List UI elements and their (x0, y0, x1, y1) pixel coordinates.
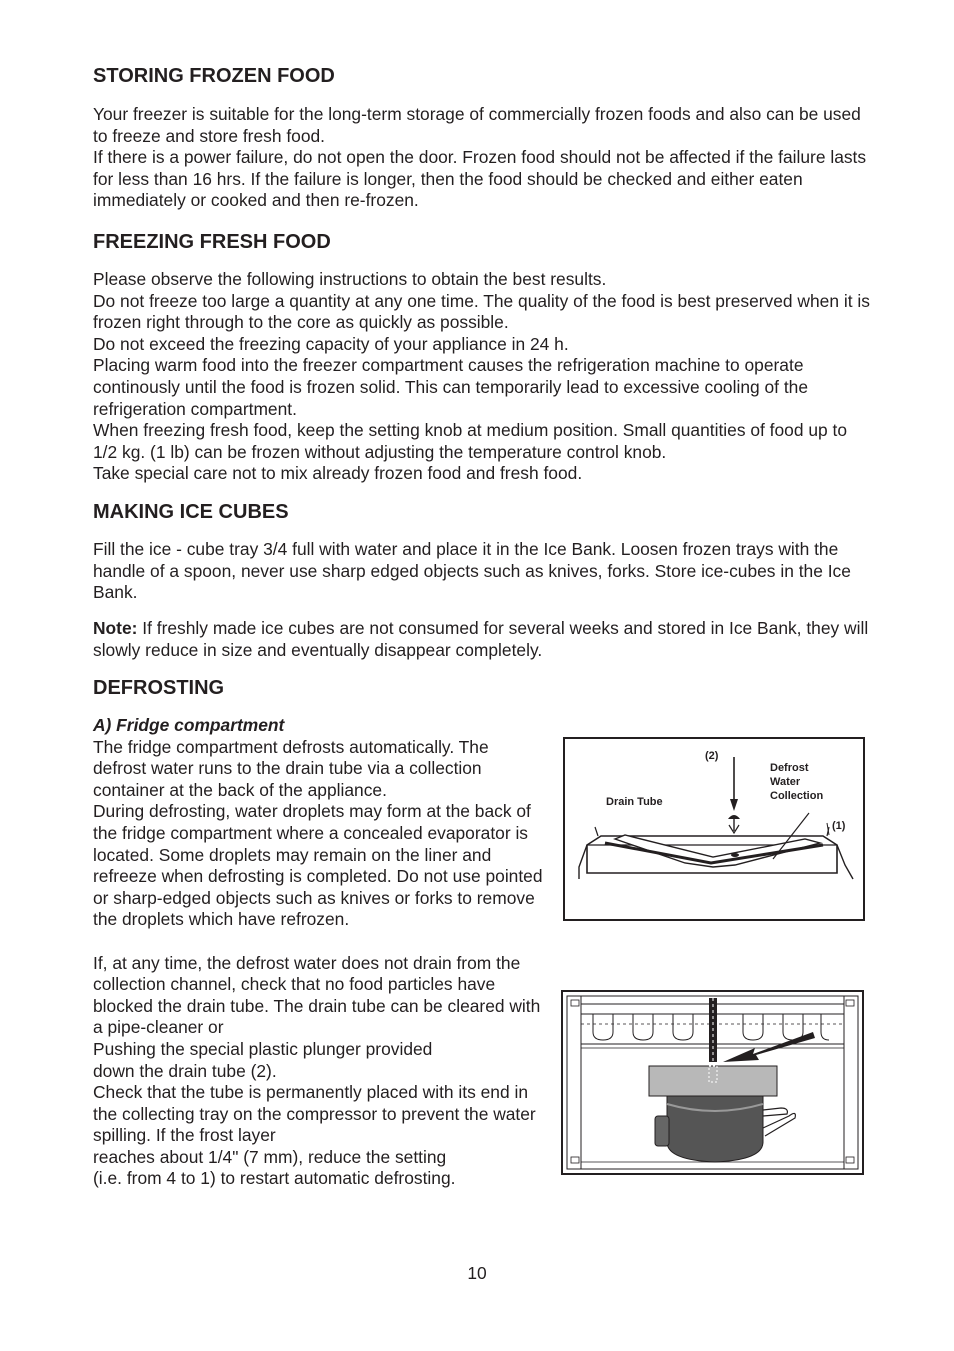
ice-body: Fill the ice - cube tray 3/4 full with water and place it in the Ice Bank. Loosen frozen trays with the handle of a spoon, never use sharp edged objects such as knives, forks. Store ice-cubes in the Ice Bank. (93, 539, 851, 603)
label-defrost-line2: Water (770, 776, 801, 788)
defrost-paragraph: The fridge compartment defrosts automatically. The defrost water runs to the drain tube via a collection container at the back of the appliance. (93, 736, 489, 800)
note-text: If freshly made ice cubes are not consumed for several weeks and stored in Ice Bank, they will slowly reduce in size and eventually disappear completely. (93, 618, 869, 660)
drain-tube-diagram (563, 737, 865, 921)
freezing-paragraph: When freezing fresh food, keep the setting knob at medium position. Small quantities of food up to 1/2 kg. (1 lb) can be frozen without adjusting the temperature control knob. (93, 420, 848, 462)
defrost-paragraph: reaches about 1/4" (7 mm), reduce the setting (93, 1146, 447, 1167)
heading-making-ice-cubes: MAKING ICE CUBES (93, 501, 289, 523)
compressor-diagram (561, 990, 864, 1175)
note-label: Note: (93, 618, 138, 638)
defrosting-column (93, 715, 543, 1190)
defrost-paragraph: During defrosting, water droplets may form at the back of the fridge compartment where a concealed evaporator is located. Some droplets may remain on the liner and refreeze when defrosting is completed. Do not use pointed or sharp-edged objects such as knives or forks to remove the droplets which have refrozen. (93, 801, 543, 930)
label-1: (1) (832, 820, 846, 832)
page-number: 10 (467, 1263, 487, 1283)
heading-storing-frozen-food: STORING FROZEN FOOD (93, 65, 335, 87)
heading-freezing-fresh-food: FREEZING FRESH FOOD (93, 231, 331, 253)
storing-paragraph: If there is a power failure, do not open the door. Frozen food should not be affected if the failure lasts for less than 16 hrs. If the failure is longer, then the food should be checked and either eaten immediately or cooked and then re-frozen. (93, 147, 867, 211)
storing-paragraph: Your freezer is suitable for the long-term storage of commercially frozen foods and also can be used to freeze and store fresh food. (93, 104, 861, 146)
freezing-paragraph: Placing warm food into the freezer compartment causes the refrigeration machine to operate continously until the food is frozen solid. This can temporarily lead to excessive cooling of the refrigeration compartment. (93, 355, 809, 419)
freezing-paragraph: Do not exceed the freezing capacity of your appliance in 24 h. (93, 333, 569, 354)
compressor-illustration (563, 992, 862, 1173)
ice-note (93, 618, 873, 661)
defrost-paragraph: Pushing the special plastic plunger provided (93, 1038, 433, 1059)
storing-body (93, 104, 873, 212)
defrost-paragraph: Check that the tube is permanently placed with its end in the collecting tray on the compressor to prevent the water spilling. If the frost layer (93, 1082, 536, 1146)
label-drain-tube: Drain Tube (606, 796, 663, 808)
freezing-paragraph: Take special care not to mix already frozen food and fresh food. (93, 463, 583, 484)
defrost-paragraph: If, at any time, the defrost water does not drain from the collection channel, check that no food particles have blocked the drain tube. The drain tube can be cleared with a pipe-cleaner or (93, 952, 541, 1038)
subheading-fridge-compartment: A) Fridge compartment (93, 715, 285, 735)
defrost-paragraph: (i.e. from 4 to 1) to restart automatic defrosting. (93, 1168, 456, 1189)
label-2: (2) (705, 750, 719, 762)
defrost-paragraph: down the drain tube (2). (93, 1060, 277, 1081)
freezing-paragraph: Do not freeze too large a quantity at any one time. The quality of the food is best preserved when it is frozen right through to the core as quickly as possible. (93, 290, 870, 333)
freezing-body (93, 269, 873, 485)
drain-tube-illustration (565, 739, 863, 919)
label-defrost-line3: Collection (770, 790, 824, 802)
label-defrost-line1: Defrost (770, 762, 809, 774)
heading-defrosting: DEFROSTING (93, 677, 225, 699)
freezing-paragraph: Please observe the following instructions to obtain the best results. (93, 269, 607, 289)
